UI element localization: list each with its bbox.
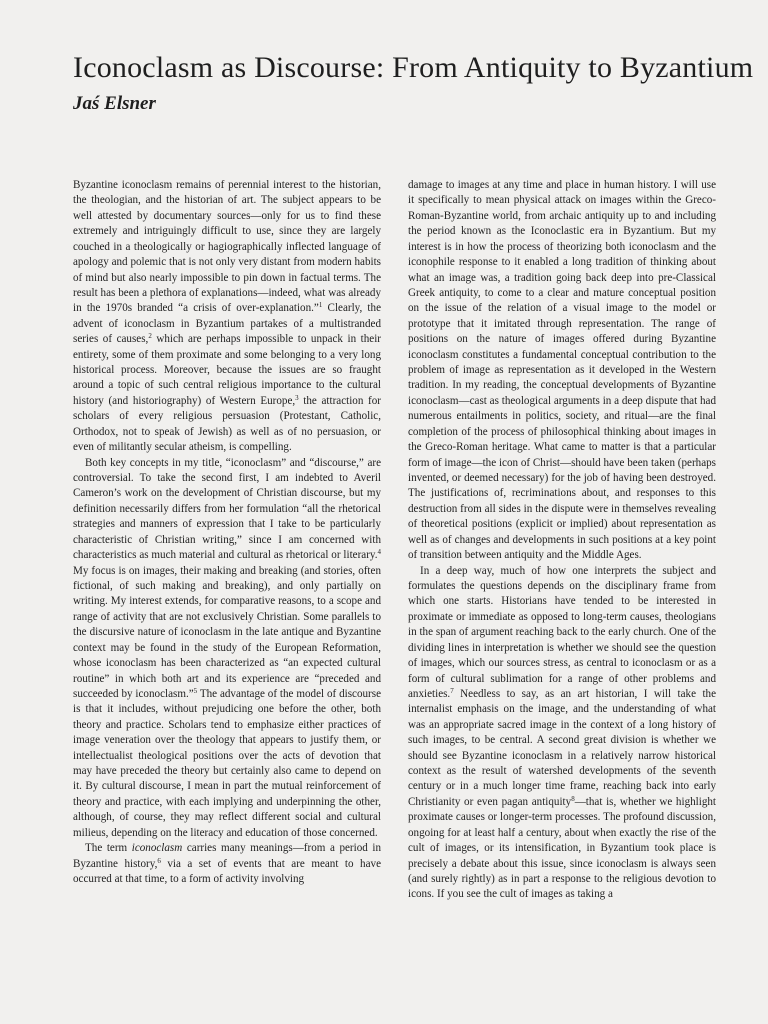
text-run: Byzantine iconoclasm remains of perennial interest to the historian, the theologian, and the historian of art. The subject appears to be well attested by documentary sources—only for us to find these extremely and intriguingly difficult to use, since they are largely couched in a theologically or hagiographically inflected language of apology and polemic that is not only very distant from modern habits of mind but also nearly impossible to pin down in factual terms. The result has been a plethora of explanations—indeed, what was already in the 1970s branded “a crisis of over-explanation.” — [73, 179, 381, 315]
footnote-marker: 5 — [193, 686, 198, 695]
paragraph — [73, 841, 381, 887]
text-run: the attraction for scholars of every religious persuasion (Protestant, Catholic, Orthodox, not to speak of Jewish) as well as of no persuasion, or even of militantly secular atheism, is compelling. — [73, 394, 381, 454]
text-run: The advantage of the model of discourse is that it includes, without prejudicing one before the other, both theory and practice. Scholars tend to emphasize either practices of image veneration over the theology that appears to justify them, or intellectualist theological positions over the acts of devotion that may have preceded the theory but certainly also came to depend on it. By cultural discourse, I mean in part the mutual reinforcement of theory and practice, with each implying and underpinning the other, although, of course, they may reflect different social and cultural milieus, depending on the literacy and education of those concerned. — [73, 687, 381, 839]
text-run: The term — [85, 842, 132, 855]
paragraph — [408, 564, 716, 903]
footnote-marker: 7 — [450, 686, 454, 695]
text-run: Both key concepts in my title, “iconoclasm” and “discourse,” are controversial. To take the second first, I am indebted to Averil Cameron’s work on the development of Christian discourse, but my definition necessarily differs from her formulation “all the rhetorical strategies and manners of expression that I take to be particularly characteristic of Christian writing,” since I am concerned with characteristics as much material and cultural as rhetorical or literary. — [73, 456, 381, 562]
text-run: Clearly, the advent of iconoclasm in Byzantium partakes of a multistranded series of causes, — [73, 302, 381, 346]
left-column — [73, 178, 381, 887]
footnote-marker: 2 — [148, 332, 152, 341]
paragraph — [73, 456, 381, 842]
italic-term: iconoclasm — [131, 842, 183, 855]
text-run: In a deep way, much of how one interprets the subject and formulates the questions depends on the disciplinary frame from which one starts. Historians have tended to be interested in proximate or immediate as opposed to long-term causes, theologians in the span of argument reaching back to the early church. One of the dividing lines in interpretation is whether we should see the question of images, which our sources stress, as central to iconoclasm or as a form of cultural sublimation for a range of other problems and anxieties. — [408, 564, 716, 700]
text-run: via a set of events that are meant to have occurred at that time, to a form of activity involving — [73, 857, 381, 885]
article-author: Jaś Elsner — [73, 93, 156, 114]
text-run: —that is, whether we highlight proximate causes or longer-term processes. The profound discussion, ongoing for at least half a century, about when exactly the rise of the cult of images, or its intensification, in Byzantium took place is precisely a debate about this issue, since iconoclasm is always seen (and surely rightly) as in part a response to the religious devotion to icons. If you see the cult of images as taking a — [408, 795, 716, 901]
text-run: Needless to say, as an art historian, I will take the internalist emphasis on the image, and the understanding of what was an appropriate sacred image in the context of a long history of such images, to be central. A second great division is whether we should see Byzantine iconoclasm in a relatively narrow historical context as the result of watershed developments of the seventh century or in a much longer time frame, reaching back into early Christianity or even pagan antiquity — [408, 687, 716, 808]
paragraph — [73, 178, 381, 456]
text-run: which are perhaps impossible to unpack in their entirety, some of them proximate and some belonging to a very long historical process. Moreover, because the issues are so fraught around a topic of such central religious importance to the cultural history (and historiography) of Western Europe, — [73, 333, 381, 407]
footnote-marker: 4 — [377, 548, 381, 557]
footnote-marker: 6 — [157, 856, 161, 865]
footnote-marker: 8 — [571, 794, 575, 803]
text-run: carries many meanings—from a period in Byzantine history, — [73, 842, 381, 870]
right-column — [408, 178, 716, 903]
paragraph: damage to images at any time and place in human history. I will use it specifically to mean physical attack on images within the Greco-Roman-Byzantine world, from archaic antiquity up to and including the period known as the Iconoclastic era in Byzantium. But my interest is in how the process of theorizing both iconoclasm and the iconophile response to it enabled a long tradition of thinking about what an image was, a tradition going back deep into pre-Classical Greek antiquity, to come to a clear and mature conceptual position on the issue of the relation of a visual image to the model or prototype that it imitated through representation. The range of positions on the nature of images offered during Byzantine iconoclasm constitutes a fundamental conceptual contribution to the problem of image as representation as it developed in the Western tradition. In my reading, the conceptual developments of Byzantine iconoclasm—cast as theological arguments in a deep dispute that had numerous entailments in politics, society, and ritual—are the final completion of the process of philosophical thinking about images in the Greco-Roman heritage. What came to matter is that a particular form of image—the icon of Christ—should have been taken (perhaps invented, or deemed necessary) for the job of having been destroyed. The justifications of, recriminations about, and responses to this destruction from all sides in the dispute were in themselves revealing of theoretical positions (explicit or implied) about representation as well as of changes and developments in such positions at a key point of transition between antiquity and the Middle Ages. — [408, 179, 716, 562]
footnote-marker: 3 — [295, 393, 299, 402]
article-title: Iconoclasm as Discourse: From Antiquity to Byzantium — [73, 51, 754, 84]
footnote-marker: 1 — [318, 301, 323, 310]
text-run: My focus is on images, their making and breaking (and stories, often fictional, of such making and breaking), and only partially on writing. My interest extends, for comparative reasons, to a scope and range of activity that are not exclusively Christian. Some parallels to the discursive nature of iconoclasm in the late antique and Byzantine context may be found in the study of the European Reformation, whose iconoclasm has been characterized as “an expected cultural routine” in which both art and its experience are “preceded and succeeded by iconoclasm.” — [73, 564, 381, 700]
